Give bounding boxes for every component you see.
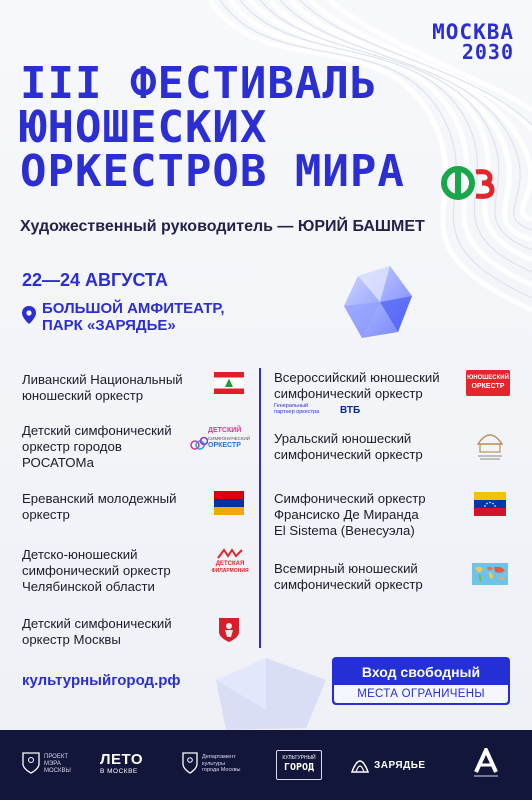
vso-logo-line: ОРКЕСТР [471,383,505,390]
cultural-city-logo [276,750,322,780]
orchestra-all-russian [274,370,440,402]
ural-philharmonic-emblem-icon [474,422,506,464]
summer-in-moscow-logo [100,752,143,776]
orchestra-name-line: Всемирный юношеский [274,561,418,576]
orchestra-name-line: юношеский оркестр [22,388,144,403]
culture-department-line: города Москвы [202,767,241,773]
orchestra-name-line: Детский симфонический [22,616,172,631]
cultural-city-line: ГОРОД [283,762,315,773]
summer-logo-main: ЛЕТО [100,751,143,768]
crystal-gem-lower-decoration [196,650,336,730]
chelyabinsk-logo-line: ФИЛАРМОНИЯ [211,568,249,574]
culture-department-logo [202,754,240,774]
venezuela-flag-icon [474,492,506,516]
world-map-icon [472,563,508,585]
all-russian-orchestra-logo [466,370,510,396]
summer-logo-sub: В МОСКВЕ [100,768,138,775]
rosatom-logo-line: ОРКЕСТР [208,442,241,449]
orchestra-name-line: симфонический оркестр [22,563,171,578]
artistic-director: Художественный руководитель — ЮРИЙ БАШМЕТ [20,218,425,235]
chelyabinsk-philharmonic-logo [210,548,250,578]
lebanon-flag-icon [214,372,244,394]
mayor-project-logo [44,754,71,775]
orchestra-moscow-children [22,616,172,648]
venue-line-1: БОЛЬШОЙ АМФИТЕАТР, [42,300,225,317]
orchestra-name-line: Ереванский молодежный [22,491,177,506]
orchestra-name-line: оркестр Москвы [22,632,121,647]
title-line-3: ОРКЕСТРОВ МИРА [20,146,405,197]
zaryadye-logo-text: ЗАРЯДЬЕ [374,760,426,771]
orchestra-name-line: El Sistema (Венесуэла) [274,523,415,538]
orchestra-el-sistema [274,491,426,539]
orchestra-name-line: Ливанский Национальный [22,372,183,387]
title-line-1: III ФЕСТИВАЛЬ [20,58,378,109]
vtb-partner-note [274,403,374,419]
orchestra-name-line: Детско-юношеский [22,547,138,562]
event-dates: 22—24 АВГУСТА [22,270,168,290]
free-entry-button[interactable] [332,657,510,705]
mayor-project-line: МОСКВЫ [44,768,71,774]
orchestra-name-line: Челябинской области [22,579,155,594]
free-entry-label: Вход свободный [361,664,481,680]
orchestra-ural [274,431,423,463]
chelyabinsk-logo-line: ДЕТСКАЯ [215,561,245,567]
culture-department-line: Департамент [202,754,236,760]
festival-emblem-icon [440,166,498,200]
culture-department-line: культуры [202,760,226,767]
vso-logo-line: ЮНОШЕСКИЙ [467,375,509,381]
orchestra-name-line: РОСАТОМа [22,455,94,470]
culture-department-emblem-icon [182,752,198,774]
rosatom-rings-icon [190,433,208,451]
vtb-partner-line: Генеральный [274,403,309,409]
orchestra-name-line: симфонический оркестр [274,577,423,592]
orchestra-name-line: Уральский юношеский [274,431,412,446]
orchestra-name-line: Симфонический оркестр [274,491,426,506]
orchestra-rosatom [22,423,172,471]
orchestra-name-line: симфонический оркестр [274,447,423,462]
festival-title [20,58,405,197]
zaryadye-park-icon [350,756,370,774]
moscow-2030-logo [432,22,514,62]
limited-seats-label: МЕСТА ОГРАНИЧЕНЫ [334,685,508,703]
moscow-emblem-icon [22,752,40,774]
city-year: 2030 [461,40,514,64]
title-line-2: ЮНОШЕСКИХ [20,102,268,153]
orchestra-lebanon [22,372,183,404]
orchestra-world-youth [274,561,423,593]
cultural-city-line: КУЛЬТУРНЫЙ [282,755,316,761]
rosatom-logo-line: ДЕТСКИЙ [208,427,242,434]
orchestra-name-line: оркестр [22,507,70,522]
venue-line-2: ПАРК «ЗАРЯДЬЕ» [42,317,176,334]
orchestra-name-line: оркестр городов [22,439,122,454]
amphitheatre-a-logo-icon [472,748,500,778]
mayor-project-line: ПРОЕКТ [44,754,69,760]
rosatom-orchestra-logo [190,425,252,455]
event-venue [22,300,225,334]
orchestra-name-line: Детский симфонический [22,423,172,438]
orchestra-name-line: Франсиско Де Миранда [274,507,419,522]
moscow-coat-of-arms-icon [218,617,240,643]
armenia-flag-icon [214,491,244,515]
mayor-project-line: МЭРА [44,761,61,767]
column-divider [259,368,261,648]
partner-logos-footer [0,730,532,800]
city-name: МОСКВА [432,20,514,44]
location-pin-icon [22,306,36,324]
crystal-gem-decoration [340,262,416,342]
orchestra-yerevan [22,491,177,523]
orchestra-name-line: симфонический оркестр [274,386,423,401]
vtb-partner-line: партнер оркестра [274,409,320,415]
website-link[interactable]: культурныйгород.рф [22,672,181,689]
chelyabinsk-emblem-icon [216,548,244,560]
orchestra-name-line: Всероссийский юношеский [274,370,440,385]
orchestra-chelyabinsk [22,547,171,595]
rosatom-logo-line: СИМФОНИЧЕСКИЙ [208,436,250,441]
vtb-logo: ВТБ [340,405,361,416]
